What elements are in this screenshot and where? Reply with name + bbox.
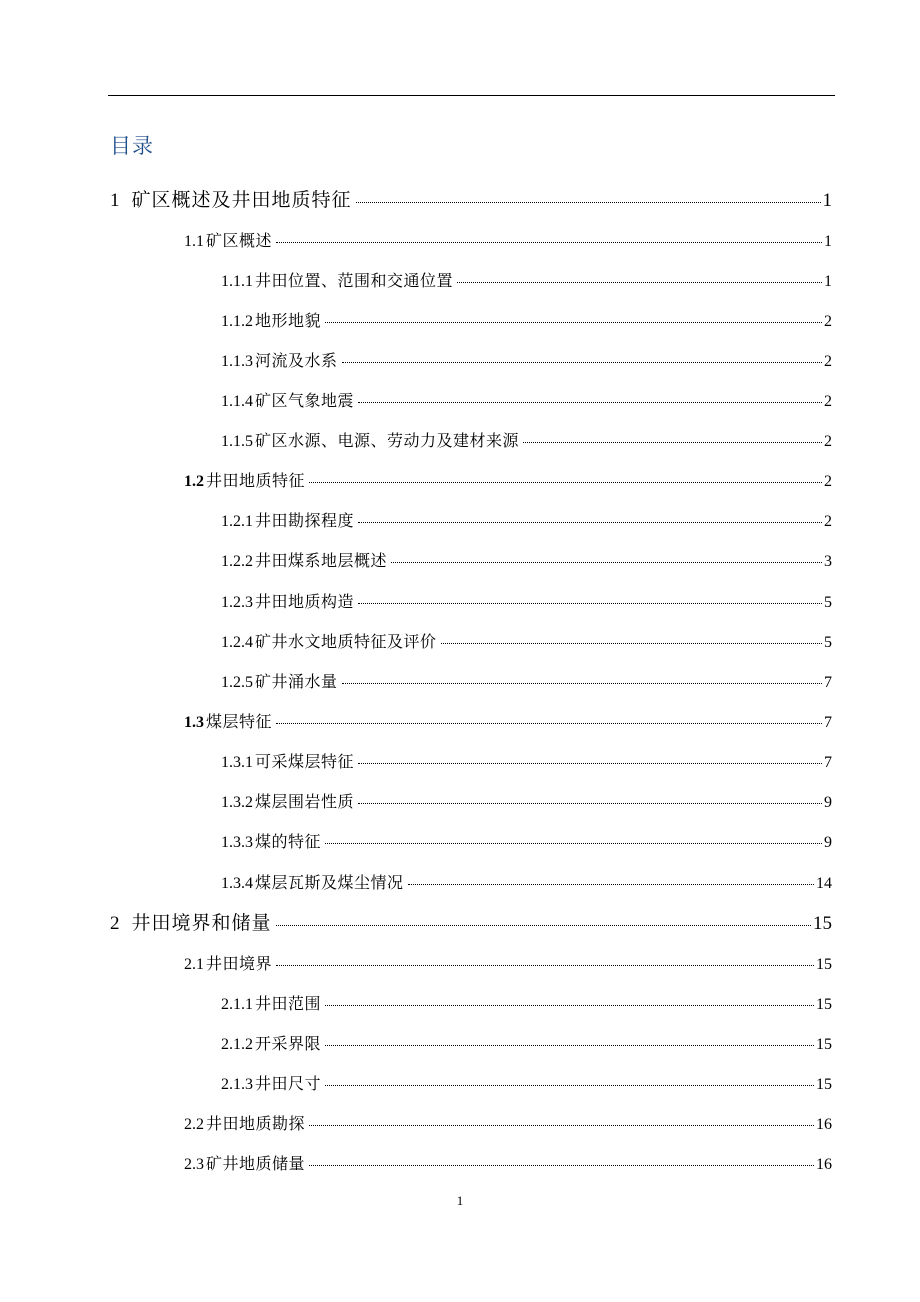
toc-entry-page: 16 (816, 1156, 832, 1173)
toc-entry-number: 1.1 (184, 233, 204, 250)
toc-entry-label: 矿区概述 (206, 233, 273, 250)
toc-entry-number: 2.1 (184, 956, 204, 973)
toc-entry-1-1-1[interactable] (221, 268, 832, 291)
toc-entry-text (184, 1111, 305, 1134)
toc-entry-page: 2 (824, 313, 832, 330)
toc-entry-1-2-2[interactable] (221, 548, 832, 571)
toc-entry-page: 5 (824, 634, 832, 651)
toc-entry-number: 2.1.2 (221, 1036, 253, 1053)
toc-entry-text (184, 228, 272, 251)
toc-entry-label: 矿区水源、电源、劳动力及建材来源 (255, 433, 520, 450)
toc-entry-number: 1.1.2 (221, 313, 253, 330)
toc-entry-page: 15 (813, 913, 832, 934)
toc-entry-page: 14 (816, 875, 832, 892)
toc-entry-page: 15 (816, 956, 832, 973)
toc-entry-1-2[interactable] (184, 468, 832, 491)
toc-leader-dots (358, 803, 822, 804)
toc-entry-text (221, 1071, 321, 1094)
toc-entry-page: 15 (816, 1036, 832, 1053)
toc-entry-page: 7 (824, 674, 832, 691)
toc-entry-number: 1.2.3 (221, 594, 253, 611)
toc-entry-text (221, 388, 354, 411)
toc-entry-number: 1.1.4 (221, 393, 253, 410)
toc-entry-page: 9 (824, 834, 832, 851)
toc-entry-2-1-2[interactable] (221, 1031, 832, 1054)
toc-entry-number: 2.1.3 (221, 1076, 253, 1093)
toc-entry-1-3[interactable] (184, 709, 832, 732)
toc-entry-text (221, 268, 453, 291)
toc-leader-dots (391, 562, 822, 563)
toc-entry-2-1-3[interactable] (221, 1071, 832, 1094)
toc-leader-dots (276, 242, 822, 243)
toc-leader-dots (309, 1125, 814, 1126)
toc-entry-label: 井田境界 (206, 956, 273, 973)
toc-entry-number: 1.3.4 (221, 875, 253, 892)
toc-entry-number: 2.3 (184, 1156, 204, 1173)
toc-entry-page: 2 (824, 433, 832, 450)
toc-entry-label: 煤的特征 (255, 834, 322, 851)
toc-entry-number: 1.1.1 (221, 273, 253, 290)
toc-entry-1-2-4[interactable] (221, 629, 832, 652)
toc-entry-number: 1.2.2 (221, 553, 253, 570)
toc-entry-page: 1 (822, 190, 832, 211)
toc-entry-text (221, 829, 321, 852)
toc-leader-dots (356, 202, 821, 203)
toc-entry-text (184, 468, 305, 491)
toc-entry-number: 1.1.3 (221, 353, 253, 370)
toc-entry-page: 5 (824, 594, 832, 611)
header-rule (108, 95, 835, 96)
toc-entry-1-2-1[interactable] (221, 508, 832, 531)
toc-entry-number: 2 (110, 913, 120, 934)
toc-entry-page: 2 (824, 513, 832, 530)
toc-entry-page: 3 (824, 553, 832, 570)
toc-entry-text (221, 789, 354, 812)
toc-leader-dots (457, 282, 822, 283)
toc-entry-page: 9 (824, 794, 832, 811)
toc-leader-dots (358, 763, 822, 764)
toc-entry-number: 1.3 (184, 714, 204, 731)
toc-entry-number: 1.2 (184, 473, 204, 490)
toc-entry-number: 1 (110, 190, 120, 211)
toc-entry-page: 1 (824, 233, 832, 250)
toc-entry-1-3-3[interactable] (221, 829, 832, 852)
toc-leader-dots (441, 643, 822, 644)
toc-entry-label: 矿井地质储量 (206, 1156, 306, 1173)
toc-entry-text (110, 185, 352, 212)
toc-leader-dots (325, 1005, 814, 1006)
toc-leader-dots (309, 1165, 814, 1166)
toc-entry-page: 2 (824, 473, 832, 490)
toc-entry-label: 井田煤系地层概述 (255, 553, 388, 570)
toc-entry-2-3[interactable] (184, 1151, 832, 1174)
toc-entry-page: 1 (824, 273, 832, 290)
toc-entry-1-2-5[interactable] (221, 669, 832, 692)
toc-entry-label: 井田勘探程度 (255, 513, 355, 530)
toc-entry-label: 河流及水系 (255, 353, 338, 370)
toc-entry-number: 1.2.4 (221, 634, 253, 651)
toc-entry-label: 井田地质特征 (206, 473, 306, 490)
toc-entry-label: 矿区气象地震 (255, 393, 355, 410)
toc-leader-dots (325, 322, 822, 323)
toc-leader-dots (342, 362, 822, 363)
toc-entry-label: 井田位置、范围和交通位置 (255, 273, 454, 290)
toc-entry-label: 井田范围 (255, 996, 322, 1013)
toc-leader-dots (276, 723, 822, 724)
toc-entry-text (221, 508, 354, 531)
toc-entry-page: 16 (816, 1116, 832, 1133)
toc-entry-2-1-1[interactable] (221, 991, 832, 1014)
toc-entry-page: 2 (824, 393, 832, 410)
toc-entry-1-1-5[interactable] (221, 428, 832, 451)
toc-leader-dots (358, 402, 822, 403)
toc-leader-dots (523, 442, 822, 443)
toc-entry-label: 可采煤层特征 (255, 754, 355, 771)
toc-entry-text (221, 991, 321, 1014)
toc-entry-page: 15 (816, 996, 832, 1013)
toc-entry-1[interactable] (110, 185, 832, 212)
toc-leader-dots (408, 884, 814, 885)
toc-entry-text (221, 629, 437, 652)
toc-entry-number: 1.2.5 (221, 674, 253, 691)
toc-entry-number: 2.2 (184, 1116, 204, 1133)
toc-leader-dots (325, 1045, 814, 1046)
toc-entry-2[interactable] (110, 908, 832, 935)
toc-entry-page: 15 (816, 1076, 832, 1093)
toc-entry-text (221, 308, 321, 331)
toc-entry-number: 2.1.1 (221, 996, 253, 1013)
toc-entry-number: 1.1.5 (221, 433, 253, 450)
toc-entry-label: 矿井涌水量 (255, 674, 338, 691)
toc-leader-dots (342, 683, 822, 684)
toc-entry-text (221, 548, 387, 571)
toc-entry-text (221, 1031, 321, 1054)
toc-entry-text (221, 428, 519, 451)
toc-entry-1-3-1[interactable] (221, 749, 832, 772)
toc-entry-1-1[interactable] (184, 228, 832, 251)
toc-entry-number: 1.3.1 (221, 754, 253, 771)
toc-entry-label: 井田尺寸 (255, 1076, 322, 1093)
toc-entry-1-2-3[interactable] (221, 589, 832, 612)
toc-leader-dots (276, 925, 811, 926)
toc-entry-text (110, 908, 272, 935)
toc-leader-dots (276, 965, 814, 966)
toc-leader-dots (358, 522, 822, 523)
toc-entry-text (184, 1151, 305, 1174)
toc-entry-text (221, 870, 404, 893)
toc-entry-label: 煤层围岩性质 (255, 794, 355, 811)
toc-entry-label: 井田地质构造 (255, 594, 355, 611)
toc-entry-page: 7 (824, 714, 832, 731)
page-number: 1 (456, 1193, 464, 1208)
toc-entry-number: 1.2.1 (221, 513, 253, 530)
toc-title: 目录 (110, 134, 154, 158)
toc-entry-text (221, 669, 338, 692)
toc-entry-label: 煤层特征 (206, 714, 273, 731)
toc-entry-number: 1.3.2 (221, 794, 253, 811)
toc-entry-text (221, 589, 354, 612)
toc-entry-label: 地形地貌 (255, 313, 322, 330)
toc-entry-1-1-3[interactable] (221, 348, 832, 371)
toc-entry-1-3-2[interactable] (221, 789, 832, 812)
toc-entry-number: 1.3.3 (221, 834, 253, 851)
toc-entry-text (221, 348, 338, 371)
toc-entry-text (221, 749, 354, 772)
toc-entry-label: 矿井水文地质特征及评价 (255, 634, 437, 651)
toc-entry-1-1-4[interactable] (221, 388, 832, 411)
toc-leader-dots (309, 482, 822, 483)
toc-leader-dots (325, 1085, 814, 1086)
toc-entry-label: 煤层瓦斯及煤尘情况 (255, 875, 404, 892)
toc-entry-label: 井田地质勘探 (206, 1116, 306, 1133)
toc-entry-page: 7 (824, 754, 832, 771)
toc-entry-1-3-4[interactable] (221, 870, 832, 893)
toc-entry-1-1-2[interactable] (221, 308, 832, 331)
toc-leader-dots (325, 843, 822, 844)
toc-entry-text (184, 951, 272, 974)
toc-entry-label: 开采界限 (255, 1036, 322, 1053)
toc-entry-2-2[interactable] (184, 1111, 832, 1134)
toc-entry-label: 矿区概述及井田地质特征 (131, 190, 352, 211)
toc-entry-page: 2 (824, 353, 832, 370)
toc-entry-text (184, 709, 272, 732)
toc-leader-dots (358, 603, 822, 604)
toc-entry-2-1[interactable] (184, 951, 832, 974)
toc-entry-label: 井田境界和储量 (131, 913, 272, 934)
